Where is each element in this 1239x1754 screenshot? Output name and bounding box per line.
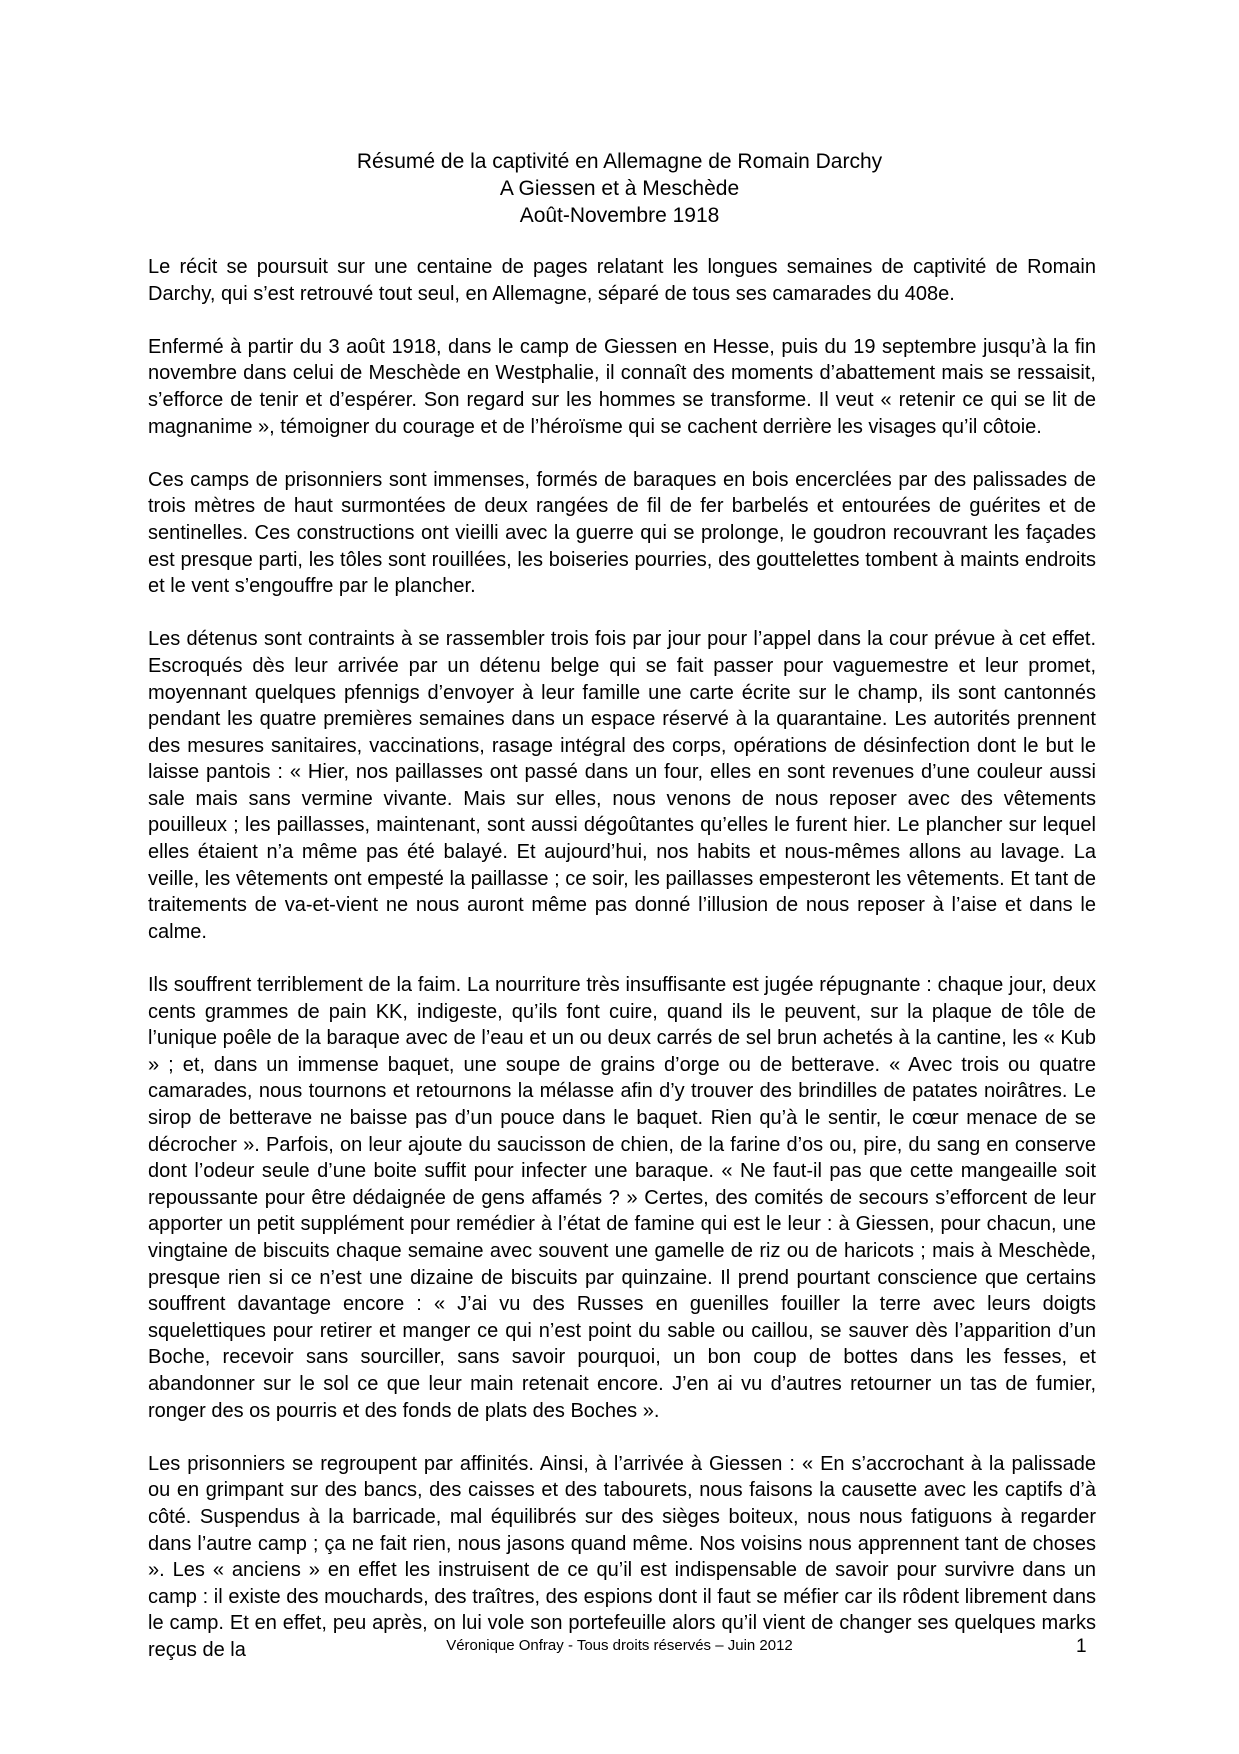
paragraph-camps: Ces camps de prisonniers sont immenses, formés de baraques en bois encerclées par des palissades de trois mètres de haut surmontées de deux rangées de fil de fer barbelés et entourées de guérites et de sentinelles. Ces constructions ont vieilli avec la guerre qui se prolonge, le goudron recouvrant les façades est presque parti, les tôles sont rouillées, les boiseries pourries, des gouttelettes tombent à maints endroits et le vent s’engouffre par le plancher. <box>148 468 1096 598</box>
page-footer: Véronique Onfray - Tous droits réservés – Juin 2012 <box>446 1637 793 1654</box>
paragraph-affinities: Les prisonniers se regroupent par affinités. Ainsi, à l’arrivée à Giessen : « En s’accrochant à la palissade ou en grimpant sur des bancs, des caisses et des tabourets, nous faisons la causette avec les captifs d’à côté. Suspendus à la barricade, mal équilibrés sur des sièges boiteux, nous nous fatiguons à regarder dans l’autre camp ; ça ne fait rien, nous jasons quand même. Nos voisins nous apprennent tant de choses ». Les « anciens » en effet les instruisent de ce qu’il est indispensable de savoir pour survivre dans un camp : il existe des mouchards, des traîtres, des espions dont il faut se méfier car ils rôdent librement dans le camp. Et en effet, peu après, on lui vole son portefeuille alors qu’il vient de changer ses quelques marks reçus de la <box>148 1452 1096 1661</box>
paragraph-detainees: Les détenus sont contraints à se rassembler trois fois par jour pour l’appel dans la cour prévue à cet effet. Escroqués dès leur arrivée par un détenu belge qui se fait passer pour vaguemestre et leur promet, moyennant quelques pfennigs d’envoyer à leur famille une carte écrite sur le champ, ils sont cantonnés pendant les quatre premières semaines dans un espace réservé à la quarantaine. Les autorités prennent des mesures sanitaires, vaccinations, rasage intégral des corps, opérations de désinfection dont le but le laisse pantois : « Hier, nos paillasses ont passé dans un four, elles en sont revenues d’une couleur aussi sale mais sans vermine vivante. Mais sur elles, nous venons de nous reposer avec des vêtements pouilleux ; les paillasses, maintenant, sont aussi dégoûtantes qu’elles le furent hier. Le plancher sur lequel elles étaient n’a même pas été balayé. Et aujourd’hui, nos habits et nous-mêmes allons au lavage. La veille, les vêtements ont empesté la paillasse ; ce soir, les paillasses empesteront les vêtements. Et tant de traitements de va-et-vient ne nous auront même pas donné l’illusion de nous reposer à l’aise et dans le calme. <box>148 628 1096 943</box>
document-body <box>148 254 1096 1663</box>
title-line-3: Août-Novembre 1918 <box>519 204 720 227</box>
paragraph-intro: Le récit se poursuit sur une centaine de pages relatant les longues semaines de captivité de Romain Darchy, qui s’est retrouvé tout seul, en Allemagne, séparé de tous ses camarades du 408e. <box>148 256 1096 305</box>
page-number: 1 <box>1076 1636 1087 1657</box>
title-line-2: A Giessen et à Meschède <box>499 177 740 200</box>
paragraph-hunger: Ils souffrent terriblement de la faim. La nourriture très insuffisante est jugée répugnante : chaque jour, deux cents grammes de pain KK, indigeste, qu’ils font cuire, quand ils le peuvent, sur la plaque de tôle de l’unique poêle de la baraque avec de l’eau et un ou deux carrés de sel brun achetés à la cantine, les « Kub » ; et, dans un immense baquet, une soupe de grains d’orge ou de betterave. « Avec trois ou quatre camarades, nous tournons et retournons la mélasse afin d’y trouver des brindilles de patates noirâtres. Le sirop de betterave ne baisse pas d’un pouce dans le baquet. Rien qu’à le sentir, le cœur menace de se décrocher ». Parfois, on leur ajoute du saucisson de chien, de la farine d’os ou, pire, du sang en conserve dont l’odeur seule d’une boite suffit pour infecter une baraque. « Ne faut-il pas que cette mangeaille soit repoussante pour être dédaignée de gens affamés ? » Certes, des comités de secours s’efforcent de leur apporter un petit supplément pour remédier à l’état de famine qui est le leur : à Giessen, pour chacun, une vingtaine de biscuits chaque semaine avec souvent une gamelle de riz ou de haricots ; mais à Meschède, presque rien si ce n’est une dizaine de biscuits par quinzaine. Il prend pourtant conscience que certains souffrent davantage encore : « J’ai vu des Russes en guenilles fouiller la terre avec leurs doigts squelettiques pour retirer et manger ce qui n’est point du sable ou caillou, se sauver dès l’apparition d’un Boche, recevoir sans sourciller, sans savoir pourquoi, un bon coup de bottes dans les fesses, et abandonner sur le sol ce que leur main retenait encore. J’en ai vu d’autres retourner un tas de fumier, ronger des os pourris et des fonds de plats des Boches ». <box>148 974 1096 1422</box>
title-line-1: Résumé de la captivité en Allemagne de Romain Darchy <box>356 150 883 173</box>
paragraph-giessen: Enfermé à partir du 3 août 1918, dans le camp de Giessen en Hesse, puis du 19 septembre jusqu’à la fin novembre dans celui de Meschède en Westphalie, il connaît des moments d’abattement mais se ressaisit, s’efforce de tenir et d’espérer. Son regard sur les hommes se transforme. Il veut « retenir ce qui se lit de magnanime », témoigner du courage et de l’héroïsme qui se cachent derrière les visages qu’il côtoie. <box>148 335 1096 438</box>
document-title <box>0 148 1239 229</box>
